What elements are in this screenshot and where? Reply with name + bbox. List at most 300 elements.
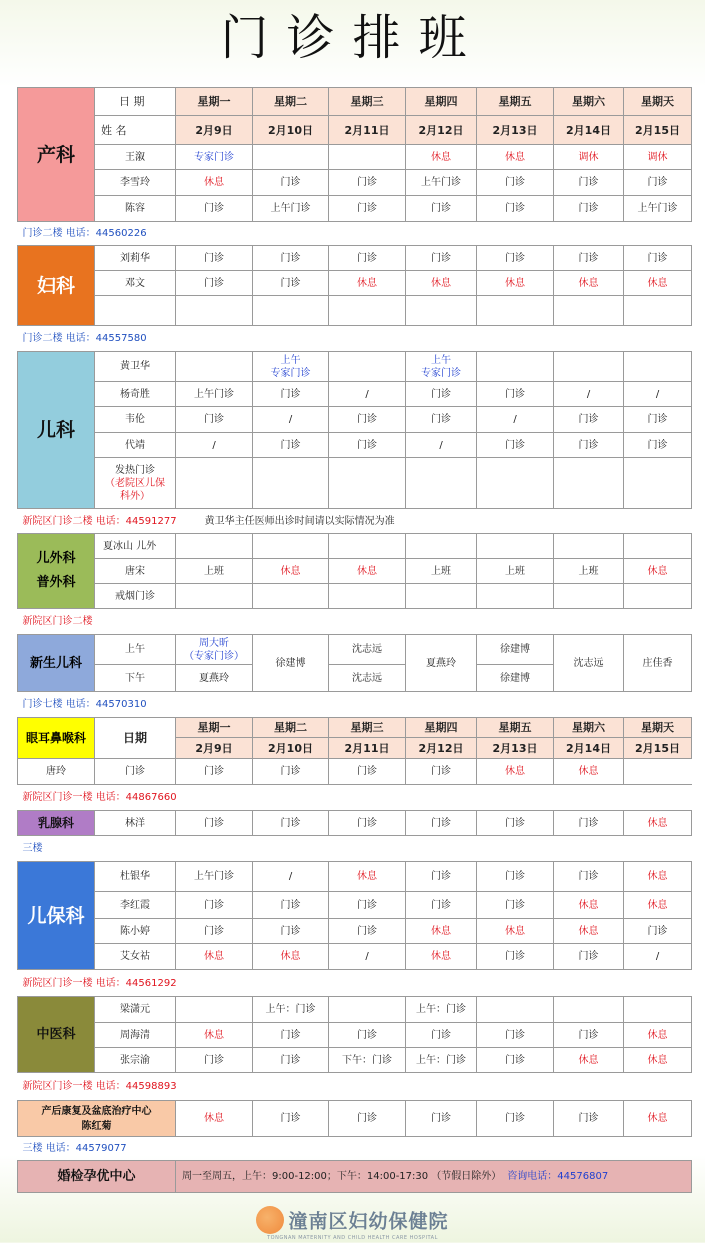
table-row <box>18 352 692 382</box>
schedule-cell: 门诊 <box>477 811 554 836</box>
schedule-cell: 休息 <box>406 944 477 970</box>
doctor: 周大昕 <box>199 637 229 649</box>
doctor-name: 刘莉华 <box>95 246 176 271</box>
schedule-cell: 门诊 <box>176 811 253 836</box>
schedule-cell: 门诊 <box>624 407 692 433</box>
schedule-cell: 门诊 <box>329 892 406 919</box>
footer <box>0 1200 705 1242</box>
doctor-name: 李红霞 <box>95 892 176 919</box>
table-row <box>18 1137 692 1161</box>
date-header: 2月9日 <box>176 738 253 759</box>
schedule-cell: 休息 <box>554 919 624 944</box>
schedule-cell: 门诊 <box>253 271 329 296</box>
schedule-cell: 休息 <box>624 1048 692 1073</box>
schedule-cell: 门诊 <box>624 433 692 458</box>
doctor-name: 代靖 <box>95 433 176 458</box>
weekday-header: 星期天 <box>624 718 692 738</box>
schedule-cell: 门诊 <box>554 170 624 196</box>
table-row <box>18 836 692 862</box>
location-info <box>18 836 692 862</box>
location: 门诊七楼 <box>22 699 63 710</box>
schedule-cell: 门诊 <box>477 433 554 458</box>
weekday-header: 星期三 <box>329 718 406 738</box>
table-row <box>18 635 692 665</box>
schedule-cell <box>176 352 253 382</box>
doctor-name: 黄卫华 <box>95 352 176 382</box>
location-info <box>18 1073 692 1101</box>
weekday-header: 星期二 <box>253 718 329 738</box>
schedule-cell: 门诊 <box>554 944 624 970</box>
schedule-cell <box>554 997 624 1023</box>
date-header: 2月10日 <box>253 738 329 759</box>
phone: 电话：44591277 <box>95 515 177 527</box>
schedule-cell: 休息 <box>176 1101 253 1137</box>
schedule-cell <box>253 584 329 609</box>
schedule-cell: 上午门诊 <box>253 196 329 222</box>
date-label: 日期 <box>95 718 176 759</box>
weekday-header: 星期三 <box>329 88 406 116</box>
table-row <box>18 458 692 509</box>
table-row <box>18 433 692 458</box>
schedule-cell: / <box>406 433 477 458</box>
schedule-cell: 专家门诊 <box>176 145 253 170</box>
schedule-cell <box>253 534 329 559</box>
schedule-cell: 上班 <box>176 559 253 584</box>
schedule-cell: 休息 <box>253 944 329 970</box>
schedule-cell: 门诊 <box>406 382 477 407</box>
dept-neonatal: 新生儿科 <box>18 635 95 692</box>
schedule-cell: 休息 <box>406 271 477 296</box>
schedule-cell: 门诊 <box>329 1023 406 1048</box>
schedule-cell <box>624 296 692 326</box>
date-header: 2月15日 <box>624 116 692 145</box>
schedule-cell <box>406 584 477 609</box>
schedule-cell: 上班 <box>554 559 624 584</box>
weekday-header: 星期一 <box>176 88 253 116</box>
schedule-cell: 休息 <box>624 862 692 892</box>
schedule-cell: 门诊 <box>253 892 329 919</box>
schedule-cell: 门诊 <box>253 1023 329 1048</box>
neonatal-mon-am <box>176 635 253 665</box>
schedule-cell: / <box>554 382 624 407</box>
schedule-cell: 门诊 <box>406 1023 477 1048</box>
doctor-name: 唐玲 <box>18 759 95 785</box>
weekday-header: 星期四 <box>406 718 477 738</box>
schedule-cell <box>406 296 477 326</box>
schedule-cell: 门诊 <box>477 1101 554 1137</box>
date-header: 2月10日 <box>253 116 329 145</box>
schedule-cell: 休息 <box>624 559 692 584</box>
table-row <box>18 811 692 836</box>
schedule-cell <box>624 458 692 509</box>
dept-label: 儿外科 <box>36 551 76 566</box>
schedule-cell: 门诊 <box>477 1048 554 1073</box>
weekday-header: 星期五 <box>477 88 554 116</box>
phone: 咨询电话：44576807 <box>507 1171 609 1182</box>
hours: 周一至周五，上午：9:00-12:00；下午：14:00-17:30 （节假日除外） <box>182 1171 502 1182</box>
schedule-cell: 门诊 <box>477 944 554 970</box>
doctor-name: 梁潇元 <box>95 997 176 1023</box>
schedule-cell: 门诊 <box>176 271 253 296</box>
schedule-table <box>17 87 692 1193</box>
weekday-header: 星期六 <box>554 718 624 738</box>
schedule-cell <box>329 145 406 170</box>
schedule-cell: 休息 <box>253 559 329 584</box>
schedule-cell: 上午门诊 <box>176 862 253 892</box>
schedule-cell: 休息 <box>624 271 692 296</box>
table-row <box>18 116 692 145</box>
location: 三楼 <box>22 843 43 854</box>
schedule-cell: 门诊 <box>253 170 329 196</box>
neonatal-thu: 夏燕玲 <box>406 635 477 692</box>
neonatal-wed-pm: 沈志远 <box>329 665 406 692</box>
doctor-name: 王溆 <box>95 145 176 170</box>
table-row <box>18 196 692 222</box>
schedule-cell: 门诊 <box>176 892 253 919</box>
schedule-cell <box>329 997 406 1023</box>
dept-tcm: 中医科 <box>18 997 95 1073</box>
schedule-cell: / <box>253 862 329 892</box>
schedule-cell: 门诊 <box>329 196 406 222</box>
schedule-cell: 休息 <box>554 1048 624 1073</box>
table-row <box>18 222 692 246</box>
schedule-cell: / <box>176 433 253 458</box>
dept-gynecology: 妇科 <box>18 246 95 326</box>
fever-note: （老院区儿保 <box>105 477 165 489</box>
dept-rehab <box>18 1101 176 1137</box>
schedule-cell: 休息 <box>477 145 554 170</box>
schedule-cell <box>329 352 406 382</box>
schedule-cell: 上午 专家门诊 <box>253 352 329 382</box>
schedule-cell: 门诊 <box>406 862 477 892</box>
schedule-cell: 上午：门诊 <box>406 1048 477 1073</box>
schedule-cell: 门诊 <box>95 759 176 785</box>
schedule-cell <box>176 534 253 559</box>
schedule-cell: 门诊 <box>406 407 477 433</box>
table-row <box>18 1073 692 1101</box>
doctor-name: 陈容 <box>95 196 176 222</box>
schedule-cell <box>554 352 624 382</box>
schedule-cell: 下午：门诊 <box>329 1048 406 1073</box>
location-info <box>18 326 692 352</box>
schedule-cell: 门诊 <box>554 862 624 892</box>
schedule-cell: 门诊 <box>329 170 406 196</box>
schedule-cell: 上班 <box>477 559 554 584</box>
doctor-name: 夏冰山 儿外 <box>95 534 176 559</box>
schedule-cell: 休息 <box>406 919 477 944</box>
table-row <box>18 1101 692 1137</box>
schedule-cell: 上午门诊 <box>624 196 692 222</box>
doctor-name: 艾女祜 <box>95 944 176 970</box>
schedule-cell: 上午 专家门诊 <box>406 352 477 382</box>
schedule-cell: 休息 <box>329 862 406 892</box>
schedule-cell <box>329 584 406 609</box>
doctor-name: 陈红菊 <box>81 1120 112 1132</box>
neonatal-fri-pm: 徐建博 <box>477 665 554 692</box>
schedule-cell <box>624 352 692 382</box>
schedule-cell: 门诊 <box>406 811 477 836</box>
location-info <box>18 1137 692 1161</box>
dept-ent: 眼耳鼻喉科 <box>18 718 95 759</box>
schedule-cell <box>624 534 692 559</box>
schedule-cell: 门诊 <box>554 1023 624 1048</box>
page-title: 门诊排班 <box>220 10 485 66</box>
location-info <box>18 970 692 997</box>
location-info <box>18 609 692 635</box>
schedule-cell: 门诊 <box>477 382 554 407</box>
table-row <box>18 862 692 892</box>
hospital-logo <box>256 1206 448 1241</box>
date-header: 2月11日 <box>329 738 406 759</box>
schedule-cell: 休息 <box>624 1023 692 1048</box>
hospital-name: 潼南区妇幼保健院 <box>288 1210 449 1233</box>
neonatal-tue: 徐建博 <box>253 635 329 692</box>
phone: 电话：44560226 <box>65 228 147 239</box>
note: 黄卫华主任医师出诊时间请以实际情况为准 <box>204 515 395 527</box>
doctor-name: 李雪玲 <box>95 170 176 196</box>
phone: 电话：44557580 <box>65 333 147 344</box>
dept-pediatric-surgery <box>18 534 95 609</box>
table-row <box>18 296 692 326</box>
doctor-name: 周海清 <box>95 1023 176 1048</box>
date-header: 2月14日 <box>554 116 624 145</box>
schedule-cell: 休息 <box>176 1023 253 1048</box>
table-row <box>18 718 692 738</box>
date-header: 2月13日 <box>477 116 554 145</box>
weekday-header: 星期二 <box>253 88 329 116</box>
dept-label: 产后康复及盆底治疗中心 <box>41 1105 152 1117</box>
doctor-name: 韦伦 <box>95 407 176 433</box>
neonatal-sun: 庄佳香 <box>624 635 692 692</box>
premarital-info <box>176 1161 692 1193</box>
schedule-cell: 门诊 <box>176 196 253 222</box>
schedule-cell <box>477 458 554 509</box>
weekday-header: 星期四 <box>406 88 477 116</box>
date-header: 2月15日 <box>624 738 692 759</box>
schedule-cell: 门诊 <box>253 1101 329 1137</box>
schedule-cell: 门诊 <box>329 433 406 458</box>
table-row <box>18 997 692 1023</box>
am-label: 上午 <box>95 635 176 665</box>
phone: 电话：44561292 <box>95 977 177 989</box>
schedule-cell: 休息 <box>624 892 692 919</box>
schedule-cell: 休息 <box>554 271 624 296</box>
phone: 电话：44579077 <box>45 1143 127 1154</box>
schedule-cell <box>477 997 554 1023</box>
expert-note: （专家门诊） <box>184 650 244 662</box>
schedule-cell: 门诊 <box>329 1101 406 1137</box>
dept-breast: 乳腺科 <box>18 811 95 836</box>
schedule-cell <box>554 584 624 609</box>
schedule-cell: 门诊 <box>329 246 406 271</box>
table-row <box>18 609 692 635</box>
schedule-cell: 休息 <box>554 892 624 919</box>
table-row <box>18 559 692 584</box>
schedule-cell: 上午门诊 <box>406 170 477 196</box>
neonatal-fri-am: 徐建博 <box>477 635 554 665</box>
dept-label: 普外科 <box>36 575 76 590</box>
location: 新院区门诊二楼 <box>22 616 93 627</box>
schedule-cell <box>329 458 406 509</box>
doctor-name: 张宗渝 <box>95 1048 176 1073</box>
schedule-cell: 门诊 <box>176 246 253 271</box>
schedule-cell: 门诊 <box>406 196 477 222</box>
schedule-cell <box>554 534 624 559</box>
schedule-cell: 休息 <box>624 811 692 836</box>
doctor-name: 唐宋 <box>95 559 176 584</box>
schedule-cell: 门诊 <box>329 919 406 944</box>
weekday-header: 星期六 <box>554 88 624 116</box>
schedule-cell: 上班 <box>406 559 477 584</box>
date-header: 2月11日 <box>329 116 406 145</box>
date-header: 2月9日 <box>176 116 253 145</box>
schedule-cell <box>253 458 329 509</box>
schedule-cell: 休息 <box>406 145 477 170</box>
neonatal-mon-pm: 夏燕玲 <box>176 665 253 692</box>
schedule-cell: / <box>624 382 692 407</box>
schedule-cell: 门诊 <box>329 407 406 433</box>
schedule-cell: 门诊 <box>406 759 477 785</box>
weekday-header: 星期一 <box>176 718 253 738</box>
location-info <box>18 692 692 718</box>
dept-premarital: 婚检孕优中心 <box>18 1161 176 1193</box>
table-row <box>18 1023 692 1048</box>
schedule-cell: 上午：门诊 <box>253 997 329 1023</box>
schedule-cell <box>176 296 253 326</box>
schedule-cell: 门诊 <box>554 196 624 222</box>
location: 新院区门诊一楼 <box>22 792 93 803</box>
schedule-cell: 门诊 <box>176 919 253 944</box>
schedule-cell: 门诊 <box>406 246 477 271</box>
phone: 电话：44867660 <box>95 792 177 803</box>
table-row <box>18 145 692 170</box>
dept-obstetrics: 产科 <box>18 88 95 222</box>
doctor-name: 林洋 <box>95 811 176 836</box>
schedule-cell: 门诊 <box>554 246 624 271</box>
schedule-cell: 门诊 <box>329 759 406 785</box>
schedule-cell <box>477 296 554 326</box>
schedule-cell: 休息 <box>624 1101 692 1137</box>
schedule-cell <box>477 584 554 609</box>
schedule-cell: 门诊 <box>253 919 329 944</box>
table-row <box>18 407 692 433</box>
doctor-name <box>95 296 176 326</box>
table-row <box>18 88 692 116</box>
table-row <box>18 1161 692 1193</box>
date-label: 日 期 <box>95 88 176 116</box>
schedule-cell: 上午：门诊 <box>406 997 477 1023</box>
neonatal-wed-am: 沈志远 <box>329 635 406 665</box>
table-row <box>18 970 692 997</box>
schedule-cell: 调休 <box>554 145 624 170</box>
table-row <box>18 326 692 352</box>
schedule-cell <box>176 458 253 509</box>
schedule-cell: 门诊 <box>554 433 624 458</box>
schedule-cell: 门诊 <box>176 1048 253 1073</box>
schedule-cell: 休息 <box>477 271 554 296</box>
schedule-cell: 休息 <box>329 271 406 296</box>
date-header: 2月13日 <box>477 738 554 759</box>
schedule-cell <box>253 145 329 170</box>
schedule-cell: 门诊 <box>624 170 692 196</box>
phone: 电话：44598893 <box>95 1081 177 1092</box>
table-row <box>18 785 692 811</box>
phone: 电话：44570310 <box>65 699 147 710</box>
schedule-cell <box>329 296 406 326</box>
schedule-cell: 门诊 <box>554 407 624 433</box>
table-row <box>18 892 692 919</box>
doctor-name: 邓文 <box>95 271 176 296</box>
weekday-header: 星期天 <box>624 88 692 116</box>
schedule-cell: 门诊 <box>477 246 554 271</box>
table-row <box>18 919 692 944</box>
schedule-cell <box>176 584 253 609</box>
schedule-cell: 门诊 <box>253 433 329 458</box>
location: 新院区门诊一楼 <box>22 977 93 989</box>
schedule-cell: 门诊 <box>624 246 692 271</box>
schedule-cell <box>624 997 692 1023</box>
table-row <box>18 1048 692 1073</box>
neonatal-sat: 沈志远 <box>554 635 624 692</box>
schedule-cell <box>554 296 624 326</box>
schedule-cell: 门诊 <box>253 1048 329 1073</box>
schedule-cell <box>406 534 477 559</box>
schedule-cell: 门诊 <box>253 246 329 271</box>
dept-pediatrics: 儿科 <box>18 352 95 509</box>
schedule-cell: / <box>253 407 329 433</box>
location: 三楼 <box>22 1143 43 1154</box>
schedule-cell: 门诊 <box>253 759 329 785</box>
schedule-cell: 门诊 <box>477 1023 554 1048</box>
schedule-cell <box>406 458 477 509</box>
schedule-cell: / <box>329 944 406 970</box>
date-header: 2月12日 <box>406 116 477 145</box>
weekday-header: 星期五 <box>477 718 554 738</box>
logo-icon <box>256 1206 284 1234</box>
doctor-name: 陈小婷 <box>95 919 176 944</box>
table-row <box>18 584 692 609</box>
schedule-cell: 休息 <box>329 559 406 584</box>
table-row <box>18 246 692 271</box>
schedule-cell: 调休 <box>624 145 692 170</box>
table-row <box>18 944 692 970</box>
schedule-cell <box>176 997 253 1023</box>
date-header: 2月14日 <box>554 738 624 759</box>
schedule-cell: 休息 <box>554 759 624 785</box>
schedule-cell: 门诊 <box>176 407 253 433</box>
location-info <box>18 509 692 534</box>
name-label: 姓 名 <box>95 116 176 145</box>
table-row <box>18 692 692 718</box>
schedule-cell <box>477 534 554 559</box>
schedule-cell: 休息 <box>176 170 253 196</box>
date-header: 2月12日 <box>406 738 477 759</box>
schedule-cell: 门诊 <box>477 170 554 196</box>
schedule-cell <box>554 458 624 509</box>
schedule-cell <box>253 296 329 326</box>
schedule-cell <box>624 584 692 609</box>
table-row <box>18 382 692 407</box>
location-info <box>18 222 692 246</box>
fever-note: 科外） <box>120 490 150 502</box>
schedule-cell: 休息 <box>477 919 554 944</box>
fever-clinic <box>95 458 176 509</box>
schedule-cell: 门诊 <box>253 811 329 836</box>
schedule-cell: / <box>329 382 406 407</box>
schedule-sheet <box>17 87 691 1193</box>
schedule-cell: 门诊 <box>406 1101 477 1137</box>
schedule-cell <box>477 352 554 382</box>
